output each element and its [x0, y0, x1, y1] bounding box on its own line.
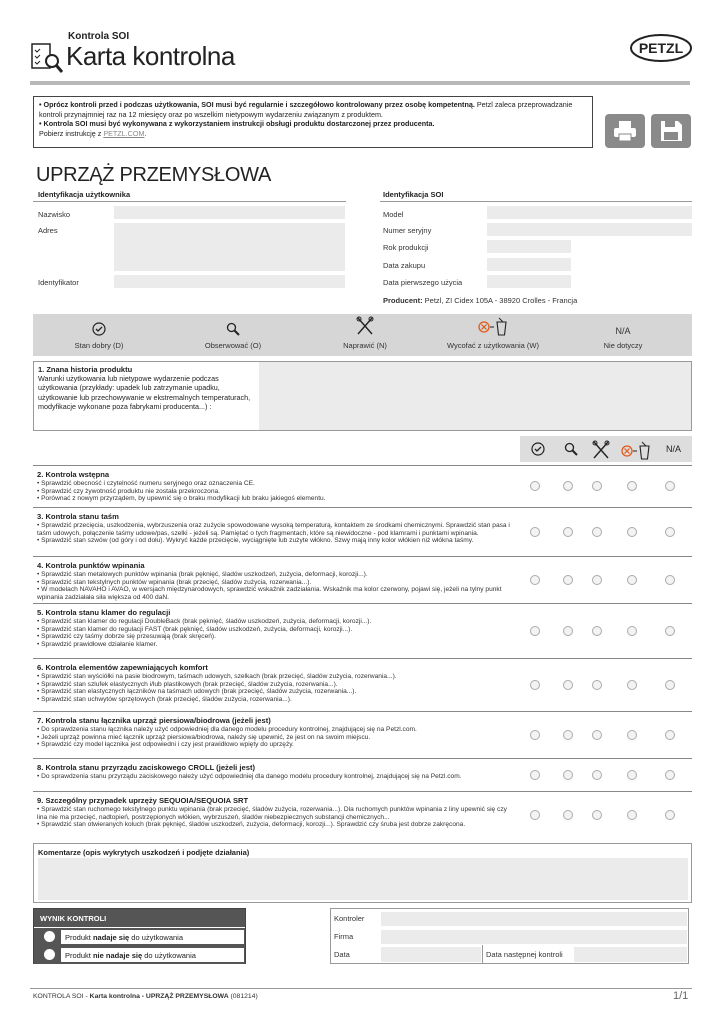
magnifier-icon: [226, 322, 240, 336]
radio-good[interactable]: [530, 481, 540, 491]
radio-repair[interactable]: [592, 810, 602, 820]
radio-observe[interactable]: [563, 626, 573, 636]
radio-good[interactable]: [530, 527, 540, 537]
footer-post: (081214): [228, 993, 258, 1000]
check-body: [37, 673, 517, 703]
radio-observe[interactable]: [563, 810, 573, 820]
col-discard-icon: [620, 440, 652, 460]
na-icon: N/A: [615, 326, 631, 336]
footer-pre: KONTROLA SOI -: [33, 993, 90, 1000]
comments-section: [33, 843, 692, 903]
history-text: [34, 362, 259, 430]
controller-section: [330, 908, 689, 964]
check-body: [37, 618, 517, 648]
radio-na[interactable]: [665, 680, 675, 690]
legend-repair-label: Naprawić (N): [343, 341, 387, 350]
radio-observe[interactable]: [563, 770, 573, 780]
first-use-field[interactable]: [487, 275, 571, 288]
check-title: 8. Kontrola stanu przyrządu zaciskowego CROLL (jeżeli jest): [37, 763, 256, 772]
radio-good[interactable]: [530, 810, 540, 820]
legend-na: [588, 314, 658, 350]
radio-repair[interactable]: [592, 527, 602, 537]
radio-discard[interactable]: [627, 626, 637, 636]
user-id-divider: [33, 201, 346, 202]
serial-field[interactable]: [487, 223, 692, 236]
col-na-label: N/A: [666, 444, 682, 454]
radio-discard[interactable]: [627, 680, 637, 690]
petzl-link[interactable]: PETZL.COM: [103, 128, 145, 138]
legend-repair: [317, 314, 413, 350]
check-line: • Sprawdzić czy model łącznika jest odpowiedni i czy jest prawidłowo wpięty do uprzęży.: [37, 741, 294, 749]
notice-line3-end: .: [144, 128, 147, 138]
check-line: • Porównać z nowym przyrządem, by upewnić się o braku modyfikacji lub braku jakiegoś elementu.: [37, 495, 326, 503]
year-field[interactable]: [487, 240, 571, 253]
identifier-label: Identyfikator: [38, 278, 79, 287]
check-row: [33, 556, 692, 601]
radio-repair[interactable]: [592, 730, 602, 740]
comments-field[interactable]: [38, 858, 688, 900]
petzl-logo: [630, 33, 692, 63]
soi-id-divider: [380, 201, 692, 202]
legend-observe: [185, 314, 281, 350]
check-line: • Sprawdzić stan szwów (od góry i od dołu). Wykryć każde przecięcie, wyciągnięte lub zużyte włókno. Szwy mają inny kolor włókien niż włókna taśmy.: [37, 537, 474, 545]
result-unfit-bold: nie nadaje się: [92, 951, 143, 960]
radio-repair[interactable]: [592, 481, 602, 491]
radio-na[interactable]: [665, 527, 675, 537]
radio-discard[interactable]: [627, 770, 637, 780]
radio-na[interactable]: [665, 481, 675, 491]
discard-icon: [477, 316, 509, 336]
check-row: [33, 758, 692, 789]
check-body: [37, 480, 517, 503]
check-body: [37, 773, 517, 781]
company-label: Firma: [334, 932, 354, 941]
controller-field[interactable]: [381, 912, 687, 926]
producer-value: Petzl, ZI Cidex 105A - 38920 Crolles - Francja: [422, 296, 578, 305]
model-field[interactable]: [487, 206, 692, 219]
check-line: • Sprawdzić stan klamer do regulacji FAST (brak pęknięć, śladów uszkodzeń, zużycia, deformacji, korozji...).: [37, 625, 353, 633]
check-line: • Do sprawdzenia stanu przyrządu zaciskowego należy użyć odpowiedniej dla danego modelu procedury kontrolnej, znajdującej się na Petzl.com.: [37, 773, 462, 780]
history-body: Warunki użytkowania lub nietypowe wydarzenie podczas użytkowania (przykłady: upadek lub zatrzymanie upadku, użytkowanie lub przechowywanie w ekstremalnych temperaturach, modyfikacje wykonane poza fabrykami producenta...) :: [38, 374, 251, 411]
result-heading: WYNIK KONTROLI: [34, 909, 245, 927]
check-line: • Sprawdzić stan wyściółki na pasie biodrowym, taśmach udowych, szelkach (brak przecięć, śladów zużycia, rozerwania...).: [37, 673, 397, 680]
floppy-icon: [659, 120, 683, 142]
check-row: [33, 603, 692, 656]
check-line: • Sprawdzić czy taśmy dobrze się przesuwają (brak skręceń).: [37, 633, 216, 641]
radio-na[interactable]: [665, 575, 675, 585]
model-label: Model: [383, 210, 404, 219]
radio-observe[interactable]: [563, 680, 573, 690]
radio-repair[interactable]: [592, 626, 602, 636]
check-line: • Sprawdzić stan uchwytów sprzętowych (brak przecięć, śladów zużycia, rozerwania...).: [37, 695, 292, 703]
check-line: • Sprawdzić stan klamer do regulacji DoubleBack (brak pęknięć, śladów uszkodzeń, zużycia, deformacji, korozji...).: [37, 618, 372, 625]
result-unfit-radio[interactable]: [44, 949, 55, 960]
col-observe-icon: [564, 442, 578, 456]
result-fit-label: [61, 930, 244, 944]
radio-good[interactable]: [530, 770, 540, 780]
notice-line3: Pobierz instrukcję z: [39, 128, 104, 138]
legend-discard: [433, 314, 553, 350]
legend-discard-label: Wycofać z użytkowania (W): [446, 341, 540, 350]
legend-good: [57, 314, 141, 350]
check-line: • Sprawdzić stan ruchomego tekstylnego punktu wpinania (brak przecięć, śladów zużycia, rozerwania...). Dla ruchomych punktów wpinania z liny upewnić się czy lina nie ma przecięć, nadtopień, postrzępionych włókien, wybrzuszeń, śladów niebezpiecznych substancji chemicznych...: [37, 806, 507, 821]
name-label: Nazwisko: [38, 210, 71, 219]
result-fit-pre: Produkt: [65, 933, 93, 942]
radio-discard[interactable]: [627, 730, 637, 740]
check-line: • Sprawdzić stan szlufek elastycznych i/lub plastikowych (brak przecięć, śladów zużycia, rozerwania...).: [37, 680, 338, 688]
history-field[interactable]: [260, 362, 691, 430]
footer-bold: Karta kontrolna - UPRZĄŻ PRZEMYSŁOWA: [89, 993, 229, 1000]
result-unfit-post: do użytkowania: [142, 951, 196, 960]
col-good-icon: [531, 442, 545, 456]
radio-repair[interactable]: [592, 575, 602, 585]
radio-discard[interactable]: [627, 527, 637, 537]
check-line: • Sprawdzić przecięcia, uszkodzenia, wybrzuszenia oraz zużycie spowodowane wysoką temperaturą, kontaktem ze środkami chemicznymi. Sprawdzić stan pasa i taśm udowych, połączenie taśmy udowe/pas, szelki - jeżeli są. Pamiętać o tych fragmentach, które są niewidoczne - pod klamrami i punktami wpinania.: [37, 522, 510, 537]
radio-good[interactable]: [530, 626, 540, 636]
radio-repair[interactable]: [592, 680, 602, 690]
radio-discard[interactable]: [627, 810, 637, 820]
check-title: 9. Szczególny przypadek uprzęży SEQUOIA/SEQUOIA SRT: [37, 796, 249, 805]
radio-na[interactable]: [665, 770, 675, 780]
legend-bar: [33, 314, 692, 356]
comments-label: Komentarze (opis wykrytych uszkodzeń i podjęte działania): [38, 848, 250, 857]
radio-observe[interactable]: [563, 730, 573, 740]
legend-good-label: Stan dobry (D): [74, 341, 124, 350]
user-id-heading: Identyfikacja użytkownika: [38, 190, 131, 199]
serial-label: Numer seryjny: [383, 226, 432, 235]
check-title: 2. Kontrola wstępna: [37, 470, 110, 479]
notice-line1-bold: • Oprócz kontroli przed i podczas użytkowania, SOI musi być regularnie i szczegółowo kontrolowany przez osobę kompetentną.: [39, 100, 475, 109]
purchase-label: Data zakupu: [383, 261, 426, 270]
page-number: 1/1: [673, 990, 689, 1002]
next-date-label: Data następnej kontroli: [486, 950, 563, 959]
notice-line1-rest: Petzl zaleca przeprowadzanie kontroli przynajmniej raz na 12 miesięcy oraz po wszelkim nietypowym wydarzeniu związanym z produktem.: [39, 100, 573, 119]
result-fit-radio[interactable]: [44, 931, 55, 942]
check-row: [33, 507, 692, 554]
page-title: Karta kontrolna: [66, 41, 235, 71]
radio-discard[interactable]: [627, 575, 637, 585]
save-button[interactable]: [651, 114, 691, 148]
check-line: • Jeżeli uprząż powinna mieć łącznik uprząż piersiowa/biodrowa, należy się upewnić, że jest on na swoim miejscu.: [37, 733, 371, 741]
result-fit-bold: nadaje się: [92, 933, 130, 942]
producer-label: Producent:: [383, 296, 423, 305]
check-title: 3. Kontrola stanu taśm: [37, 512, 119, 521]
header-subtitle: Kontrola SOI: [68, 31, 130, 42]
result-option-fit[interactable]: [34, 928, 245, 946]
radio-good[interactable]: [530, 680, 540, 690]
result-section: [33, 908, 246, 964]
footer: [33, 993, 258, 1000]
product-title: UPRZĄŻ PRZEMYSŁOWA: [36, 164, 271, 186]
next-date-field[interactable]: [574, 947, 687, 962]
check-line: • Sprawdzić prawidłowe działanie klamer.: [37, 640, 158, 648]
printer-icon: [613, 120, 637, 142]
check-row: [33, 791, 692, 837]
logo-text: PETZL: [638, 40, 684, 56]
footer-divider: [30, 988, 692, 989]
check-title: 5. Kontrola stanu klamer do regulacji: [37, 608, 171, 617]
radio-observe[interactable]: [563, 575, 573, 585]
check-body: [37, 571, 517, 601]
check-row: [33, 658, 692, 709]
purchase-field[interactable]: [487, 258, 571, 271]
radio-observe[interactable]: [563, 481, 573, 491]
date-divider: [482, 945, 483, 964]
check-line: • Sprawdzić stan otwieranych koluch (brak pęknięć, śladów uszkodzeń, zużycia, deformacji, korozji...). Sprawdzić czy śruba jest dobrze zakręcona.: [37, 821, 466, 829]
print-button[interactable]: [605, 114, 645, 148]
check-title: 7. Kontrola stanu łącznika uprząż piersiowa/biodrowa (jeżeli jest): [37, 716, 271, 725]
check-line: • Do sprawdzenia stanu łącznika należy użyć odpowiedniej dla danego modelu procedury kontrolnej, znajdującej się na Petzl.com.: [37, 726, 417, 733]
result-fit-post: do użytkowania: [129, 933, 184, 942]
check-line: • Sprawdzić czy żywotność produktu nie została przekroczona.: [37, 487, 220, 495]
radio-good[interactable]: [530, 575, 540, 585]
check-line: • Sprawdzić stan metalowych punktów wpinania (brak pęknięć, śladów uszkodzeń, zużycia, deformacji, korozji...).: [37, 571, 368, 578]
check-body: [37, 726, 517, 749]
legend-na-label: Nie dotyczy: [603, 341, 643, 350]
radio-na[interactable]: [665, 626, 675, 636]
date-field[interactable]: [381, 947, 481, 962]
check-line: • Sprawdzić stan tekstylnych punktów wpinania (brak przecięć, śladów zużycia, rozerwania...).: [37, 578, 312, 586]
check-line: • Sprawdzić stan elastycznych łączników na taśmach udowych (brak przecięć, śladów zużycia, rozerwania...).: [37, 688, 357, 696]
check-body: [37, 522, 517, 545]
checklist-magnifier-icon: [30, 42, 64, 74]
check-title: 4. Kontrola punktów wpinania: [37, 561, 145, 570]
result-option-unfit[interactable]: [34, 946, 245, 964]
radio-discard[interactable]: [627, 481, 637, 491]
company-field[interactable]: [381, 930, 687, 944]
year-label: Rok produkcji: [383, 243, 429, 252]
radio-repair[interactable]: [592, 770, 602, 780]
notice-line2: • Kontrola SOI musi być wykonywana z wykorzystaniem instrukcji obsługi produktu dostarczonej przez producenta.: [39, 119, 435, 128]
address-label: Adres: [38, 226, 58, 235]
check-row: [33, 465, 692, 505]
result-unfit-pre: Produkt: [65, 951, 93, 960]
radio-observe[interactable]: [563, 527, 573, 537]
identifier-field[interactable]: [114, 275, 345, 288]
check-line: • Sprawdzić obecność i czytelność numeru seryjnego oraz oznaczenia CE.: [37, 480, 255, 487]
result-unfit-label: [61, 948, 244, 962]
column-header-bar: [520, 436, 692, 462]
col-repair-icon: [592, 440, 610, 460]
address-field[interactable]: [114, 223, 345, 271]
history-section: [33, 361, 692, 431]
name-field[interactable]: [114, 206, 345, 219]
radio-good[interactable]: [530, 730, 540, 740]
controller-label: Kontroler: [334, 914, 365, 923]
legend-observe-label: Obserwować (O): [204, 341, 262, 350]
check-title: 6. Kontrola elementów zapewniających komfort: [37, 663, 208, 672]
radio-na[interactable]: [665, 730, 675, 740]
radio-na[interactable]: [665, 810, 675, 820]
history-title: 1. Znana historia produktu: [38, 365, 133, 374]
check-body: [37, 806, 517, 829]
check-row: [33, 711, 692, 756]
producer-line: [383, 296, 577, 305]
check-line: • W modelach NAVAHO i AVAO, w wersjach międzynarodowych, sprawdzić wskaźnik zadziałania. Wskaźnik ma kolor czerwony, pojawi się, jeżeli na tylny punkt wpinania zadziałała siła większa od 400 daN.: [37, 586, 502, 601]
check-circle-icon: [92, 322, 106, 336]
notice-box: [33, 96, 593, 148]
header-divider: [30, 81, 690, 85]
date-label: Data: [334, 950, 350, 959]
soi-id-heading: Identyfikacja SOI: [383, 190, 444, 199]
tools-icon: [356, 316, 374, 336]
first-use-label: Data pierwszego użycia: [383, 278, 463, 287]
